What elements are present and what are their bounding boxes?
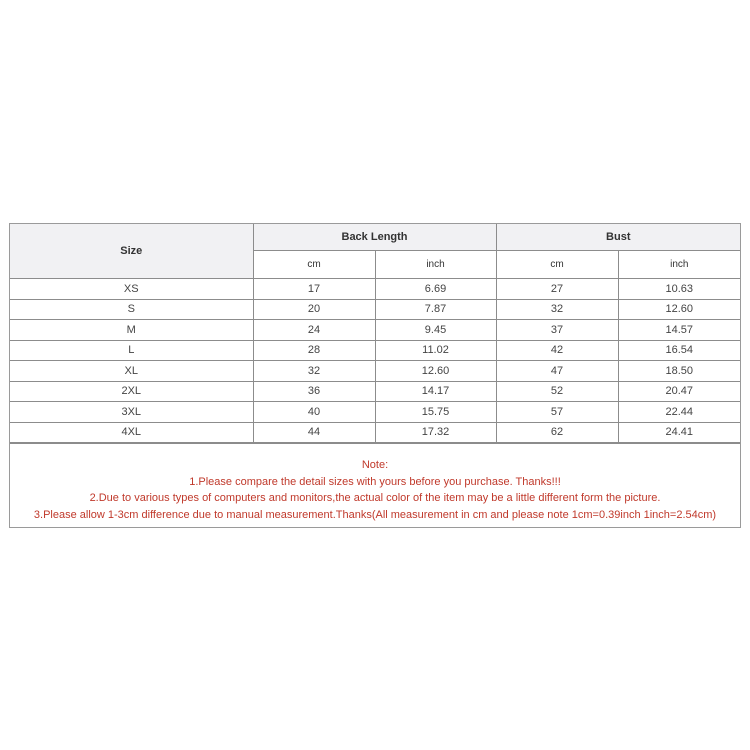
bust-inch-cell: 20.47	[618, 381, 740, 402]
back-length-cm-cell: 32	[253, 361, 375, 382]
back-length-cm-cell: 20	[253, 299, 375, 320]
back-length-cm-cell: 24	[253, 320, 375, 341]
back-length-inch-cell: 17.32	[375, 422, 496, 443]
bust-cm-cell: 32	[496, 299, 618, 320]
back-length-cm-header: cm	[253, 251, 375, 279]
notes-title: Note:	[361, 459, 389, 471]
bust-inch-cell: 16.54	[618, 340, 740, 361]
bust-inch-cell: 22.44	[618, 402, 740, 423]
bust-cm-cell: 47	[496, 361, 618, 382]
back-length-cm-cell: 40	[253, 402, 375, 423]
size-cell: 2XL	[10, 381, 253, 402]
size-table	[10, 224, 740, 443]
table-row	[10, 299, 740, 320]
bust-inch-cell: 10.63	[618, 279, 740, 300]
bust-cm-header: cm	[496, 251, 618, 279]
size-cell: 4XL	[10, 422, 253, 443]
size-cell: L	[10, 340, 253, 361]
bust-cm-cell: 57	[496, 402, 618, 423]
back-length-cm-cell: 44	[253, 422, 375, 443]
size-chart	[9, 223, 741, 528]
back-length-cm-cell: 17	[253, 279, 375, 300]
size-cell: M	[10, 320, 253, 341]
back-length-inch-header: inch	[375, 251, 496, 279]
back-length-inch-cell: 14.17	[375, 381, 496, 402]
size-cell: 3XL	[10, 402, 253, 423]
bust-inch-cell: 18.50	[618, 361, 740, 382]
back-length-inch-cell: 6.69	[375, 279, 496, 300]
bust-cm-cell: 27	[496, 279, 618, 300]
back-length-header: Back Length	[253, 224, 496, 251]
bust-inch-cell: 24.41	[618, 422, 740, 443]
note-line-3: 3.Please allow 1-3cm difference due to manual measurement.Thanks(All measurement in cm and please note 1cm=0.39inch 1inch=2.54cm)	[33, 508, 717, 521]
size-cell: XS	[10, 279, 253, 300]
bust-inch-cell: 14.57	[618, 320, 740, 341]
back-length-inch-cell: 15.75	[375, 402, 496, 423]
bust-cm-cell: 42	[496, 340, 618, 361]
note-line-2: 2.Due to various types of computers and monitors,the actual color of the item may be a little different form the picture.	[89, 492, 661, 504]
table-row	[10, 320, 740, 341]
back-length-cm-cell: 28	[253, 340, 375, 361]
table-row	[10, 402, 740, 423]
back-length-cm-cell: 36	[253, 381, 375, 402]
back-length-inch-cell: 11.02	[375, 340, 496, 361]
bust-header: Bust	[496, 224, 740, 251]
table-row	[10, 381, 740, 402]
back-length-inch-cell: 7.87	[375, 299, 496, 320]
table-row	[10, 340, 740, 361]
bust-cm-cell: 62	[496, 422, 618, 443]
table-row	[10, 279, 740, 300]
bust-inch-header: inch	[618, 251, 740, 279]
table-body	[10, 279, 740, 443]
table-header-row	[10, 224, 740, 251]
size-cell: S	[10, 299, 253, 320]
note-line-1: 1.Please compare the detail sizes with yours before you purchase. Thanks!!!	[189, 475, 561, 488]
bust-inch-cell: 12.60	[618, 299, 740, 320]
bust-cm-cell: 37	[496, 320, 618, 341]
back-length-inch-cell: 12.60	[375, 361, 496, 382]
bust-cm-cell: 52	[496, 381, 618, 402]
size-cell: XL	[10, 361, 253, 382]
size-column-header: Size	[10, 224, 253, 279]
notes-section	[10, 443, 740, 527]
table-row	[10, 361, 740, 382]
back-length-inch-cell: 9.45	[375, 320, 496, 341]
table-row	[10, 422, 740, 443]
